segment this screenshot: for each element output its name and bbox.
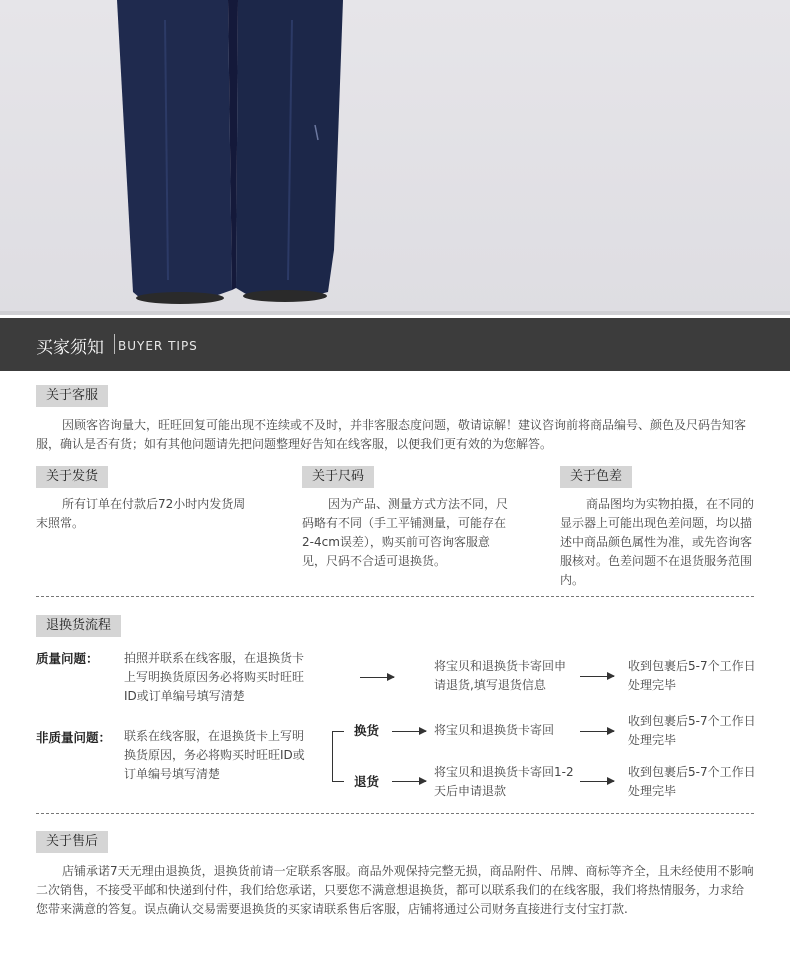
quality-arrow-2 <box>580 676 614 677</box>
color-label: 关于色差 <box>560 466 632 488</box>
quality-step: 将宝贝和退换货卡寄回申请退货,填写退货信息 <box>434 659 567 692</box>
customer-service-label: 关于客服 <box>36 385 108 407</box>
sizing-text: 因为产品、测量方式方法不同，尺码略有不同（手工平铺测量，可能存在2-4cm误差），购买前可咨询客服意见，尺码不合适可退换货。 <box>302 497 509 568</box>
photo-floor <box>0 311 790 315</box>
quality-result: 收到包裹后5-7个工作日处理完毕 <box>628 659 756 692</box>
exchange-arrow-2 <box>580 731 614 732</box>
shipping-label: 关于发货 <box>36 466 108 488</box>
divider-2 <box>36 813 754 814</box>
exchange-step: 将宝贝和退换货卡寄回 <box>434 723 555 737</box>
after-sales-text: 店铺承诺7天无理由退换货，退换货前请一定联系客服。商品外观保持完整无损，商品附件、吊牌、商标等齐全，且未经使用不影响二次销售，不接受平邮和快递到付件，我们给您承诺，只要您不满意想退换货，都可以联系我们的在线客服，我们将热情服务，力求给您带来满意的答复。误点确认交易需要退换货的买家请联系售后客服，店铺将通过公司财务直接进行支付宝打款. <box>36 864 754 916</box>
bracket-tick-top <box>332 731 344 732</box>
divider-1 <box>36 596 754 597</box>
header-title-en: BUYER TIPS <box>118 339 198 353</box>
refund-arrow-2 <box>580 781 614 782</box>
refund-label: 退货 <box>354 774 380 789</box>
exchange-result: 收到包裹后5-7个工作日处理完毕 <box>628 714 756 747</box>
refund-step: 将宝贝和退换货卡寄回1-2天后申请退款 <box>434 765 574 798</box>
non-quality-issue-desc: 联系在线客服，在退换货卡上写明换货原因，务必将购买时旺旺ID或订单编号填写清楚 <box>124 729 305 781</box>
after-sales-label: 关于售后 <box>36 831 108 853</box>
bracket-tick-bottom <box>332 781 344 782</box>
customer-service-text: 因顾客咨询量大，旺旺回复可能出现不连续或不及时，并非客服态度问题，敬请谅解！建议咨询前将商品编号、颜色及尺码告知客服，确认是否有货；如有其他问题请先把问题整理好告知在线客服，以便我们更有效的为您解答。 <box>36 418 747 451</box>
header-title-cn: 买家须知 <box>36 338 104 358</box>
non-quality-issue-title: 非质量问题： <box>36 730 112 745</box>
refund-result: 收到包裹后5-7个工作日处理完毕 <box>628 765 756 798</box>
exchange-label: 换货 <box>354 723 380 738</box>
quality-issue-desc: 拍照并联系在线客服，在退换货卡上写明换货原因务必将购买时旺旺ID或订单编号填写清楚 <box>124 651 305 703</box>
refund-arrow-1 <box>392 781 426 782</box>
flow-bracket <box>332 731 333 781</box>
trousers-image <box>0 0 790 315</box>
quality-issue-title: 质量问题： <box>36 651 99 666</box>
color-text: 商品图均为实物拍摄，在不同的显示器上可能出现色差问题，均以描述中商品颜色属性为准，或先咨询客服核对。色差问题不在退货服务范围内。 <box>560 497 755 587</box>
sizing-label: 关于尺码 <box>302 466 374 488</box>
product-photo <box>0 0 790 315</box>
returns-label: 退换货流程 <box>36 615 121 637</box>
quality-arrow-1 <box>360 677 394 678</box>
header-divider <box>114 334 115 354</box>
shipping-text: 所有订单在付款后72小时内发货周末照常。 <box>36 497 246 530</box>
exchange-arrow-1 <box>392 731 426 732</box>
